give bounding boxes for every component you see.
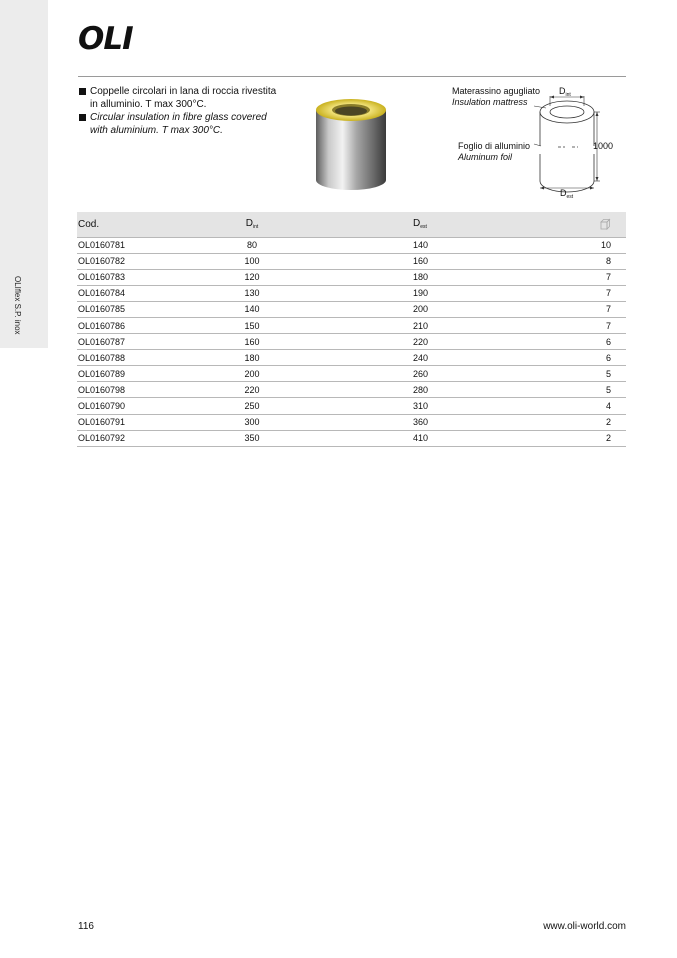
- cell-d-int: [240, 301, 412, 317]
- header-d-est-sub: est: [420, 224, 427, 231]
- cell-d-int: [240, 366, 412, 382]
- d-int-main: D: [559, 86, 566, 96]
- cell-cod: OL0160798: [77, 382, 240, 398]
- d-int-sub: int: [565, 92, 571, 98]
- cell-d-est: 180: [412, 269, 572, 285]
- header-d-int-sub: int: [252, 224, 259, 231]
- cell-d-int: [240, 382, 412, 398]
- cell-cod: OL0160791: [77, 414, 240, 430]
- cell-d-int: [240, 430, 412, 446]
- cell-cod: OL0160785: [77, 301, 240, 317]
- cell-cod: OL0160789: [77, 366, 240, 382]
- d-int-label: [559, 86, 571, 101]
- table-row: [77, 317, 626, 333]
- table-row: [77, 398, 626, 414]
- cell-d-int-value: 220: [244, 384, 260, 395]
- description-italian: [78, 85, 278, 111]
- top-divider: [78, 76, 626, 77]
- header-d-est: [412, 212, 572, 237]
- table-header-row: [77, 212, 626, 237]
- product-description: [78, 85, 278, 137]
- table-row: [77, 301, 626, 317]
- cell-d-est: 240: [412, 350, 572, 366]
- cell-qty: 7: [572, 269, 626, 285]
- description-italian-text: Coppelle circolari in lana di roccia rivestita in alluminio. T max 300°C.: [90, 86, 277, 110]
- cell-d-int-value: 120: [244, 272, 260, 283]
- box-icon: [599, 218, 611, 230]
- table-row: [77, 334, 626, 350]
- cell-qty: 7: [572, 301, 626, 317]
- cell-d-int: [240, 253, 412, 269]
- product-image: [310, 94, 392, 194]
- side-band: [0, 0, 48, 348]
- cell-d-int-value: 350: [244, 433, 260, 444]
- header-qty: [572, 212, 626, 237]
- cell-d-int-value: 130: [244, 288, 260, 299]
- mattress-label-english: Insulation mattress: [452, 97, 528, 107]
- header-d-est-main: D: [413, 218, 421, 230]
- cell-d-est: 210: [412, 317, 572, 333]
- cell-d-est: 310: [412, 398, 572, 414]
- cell-cod: OL0160783: [77, 269, 240, 285]
- cell-d-int: [240, 269, 412, 285]
- cell-qty: 7: [572, 285, 626, 301]
- cell-d-int: [240, 398, 412, 414]
- cell-qty: 10: [572, 237, 626, 253]
- cell-qty: 6: [572, 350, 626, 366]
- cell-qty: 7: [572, 317, 626, 333]
- cell-d-int-value: 160: [244, 336, 260, 347]
- cell-qty: 5: [572, 382, 626, 398]
- cell-d-int-value: 180: [244, 352, 260, 363]
- description-english-text: Circular insulation in fibre glass covered with aluminium. T max 300°C.: [90, 112, 267, 136]
- table-row: [77, 350, 626, 366]
- table-row: [77, 382, 626, 398]
- header-d-int-main: D: [245, 218, 253, 230]
- table-row: [77, 366, 626, 382]
- website-link[interactable]: www.oli-world.com: [543, 921, 626, 932]
- d-est-sub: est: [566, 194, 574, 200]
- cell-d-int-value: 140: [244, 304, 260, 315]
- cell-d-int-value: 150: [244, 320, 260, 331]
- side-section-label: OLIflex S.P. inox: [13, 276, 22, 335]
- foil-label-english: Aluminum foil: [458, 152, 513, 162]
- table-row: [77, 269, 626, 285]
- cell-cod: OL0160792: [77, 430, 240, 446]
- cell-cod: OL0160786: [77, 317, 240, 333]
- cell-d-est: 220: [412, 334, 572, 350]
- cell-d-est: 200: [412, 301, 572, 317]
- page-number: 116: [78, 921, 94, 932]
- cell-d-est: 160: [412, 253, 572, 269]
- cell-d-int: [240, 334, 412, 350]
- description-english: [78, 111, 278, 137]
- bullet-square-icon: [79, 114, 86, 121]
- cell-d-int-value: 300: [244, 417, 260, 428]
- cell-qty: 2: [572, 430, 626, 446]
- cell-qty: 4: [572, 398, 626, 414]
- cell-d-est: 260: [412, 366, 572, 382]
- dimension-diagram: [448, 84, 628, 202]
- oli-logo: OLI: [78, 21, 133, 57]
- cell-d-est: 190: [412, 285, 572, 301]
- d-est-label: [560, 188, 573, 203]
- mattress-label-italian: Materassino agugliato: [452, 86, 541, 96]
- cell-cod: OL0160790: [77, 398, 240, 414]
- table-row: [77, 285, 626, 301]
- cell-cod: OL0160781: [77, 237, 240, 253]
- cell-d-int-value: 200: [244, 368, 260, 379]
- foil-label-italian: Foglio di alluminio: [458, 141, 531, 151]
- cell-qty: 6: [572, 334, 626, 350]
- cell-d-est: 410: [412, 430, 572, 446]
- cell-cod: OL0160787: [77, 334, 240, 350]
- cell-qty: 5: [572, 366, 626, 382]
- table-row: [77, 237, 626, 253]
- cell-d-int-value: 100: [244, 256, 260, 267]
- product-table: [77, 212, 626, 447]
- insulated-pipe-cover-image: [310, 94, 392, 194]
- cell-d-est: 280: [412, 382, 572, 398]
- bullet-square-icon: [79, 88, 86, 95]
- table-row: [77, 253, 626, 269]
- cell-d-est: 360: [412, 414, 572, 430]
- cell-cod: OL0160788: [77, 350, 240, 366]
- cell-d-int-value: 80: [246, 240, 257, 251]
- cell-d-int: [240, 237, 412, 253]
- table-row: [77, 414, 626, 430]
- table-row: [77, 430, 626, 446]
- cell-d-int-value: 250: [244, 400, 260, 411]
- header-cod: Cod.: [78, 218, 100, 230]
- cell-qty: 2: [572, 414, 626, 430]
- d-est-main: D: [560, 188, 567, 198]
- cell-cod: OL0160782: [77, 253, 240, 269]
- length-label: 1000: [593, 141, 614, 151]
- cell-d-est: 140: [412, 237, 572, 253]
- cell-d-int: [240, 350, 412, 366]
- cell-cod: OL0160784: [77, 285, 240, 301]
- cell-d-int: [240, 414, 412, 430]
- cell-d-int: [240, 317, 412, 333]
- header-d-int: [240, 212, 412, 237]
- cell-d-int: [240, 285, 412, 301]
- cell-qty: 8: [572, 253, 626, 269]
